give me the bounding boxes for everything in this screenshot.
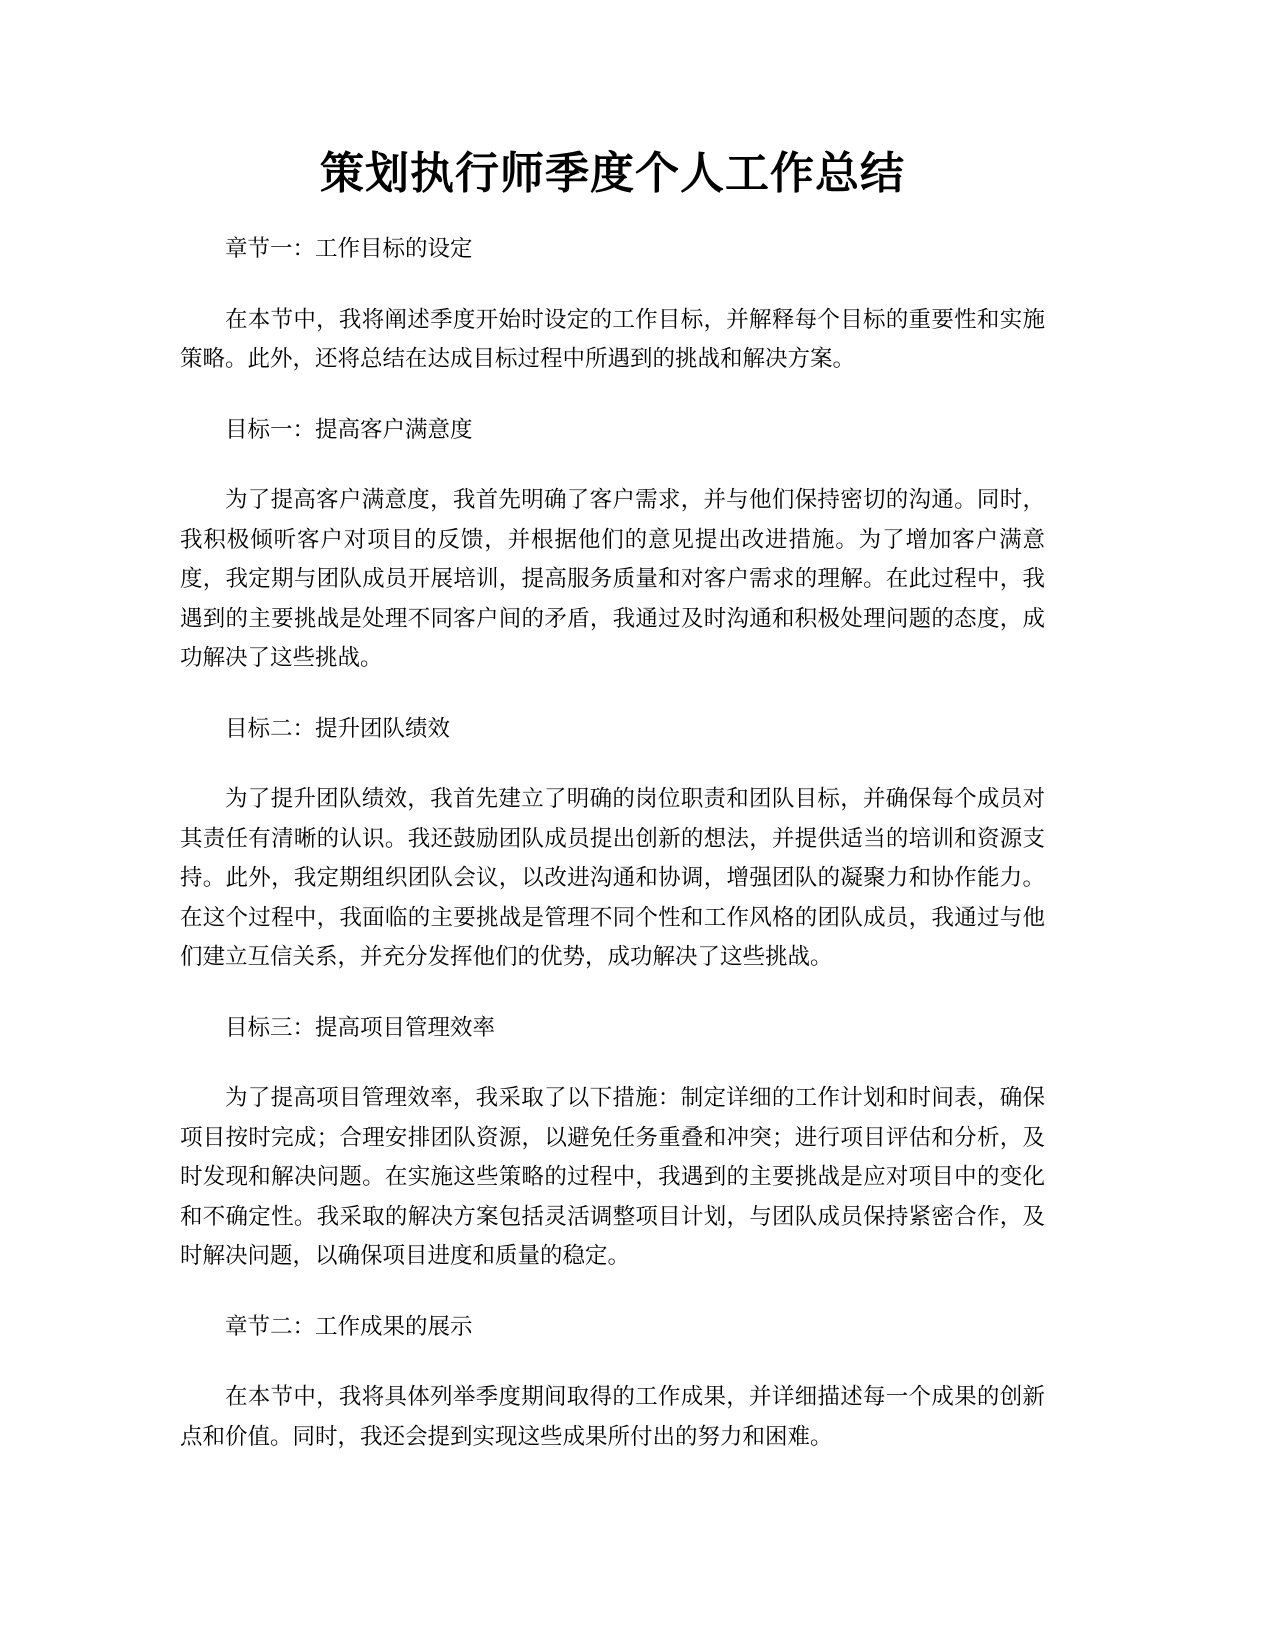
paragraph-goal-1: 为了提高客户满意度，我首先明确了客户需求，并与他们保持密切的沟通。同时，我积极倾听客户对项目的反馈，并根据他们的意见提出改进措施。为了增加客户满意度，我定期与团队成员开展培训，提高服务质量和对客户需求的理解。在此过程中，我遇到的主要挑战是处理不同客户间的矛盾，我通过及时沟通和积极处理问题的态度，成功解决了这些挑战。	[180, 487, 1045, 671]
paragraph-goal-2: 为了提升团队绩效，我首先建立了明确的岗位职责和团队目标，并确保每个成员对其责任有清晰的认识。我还鼓励团队成员提出创新的想法，并提供适当的培训和资源支持。此外，我定期组织团队会议，以改进沟通和协调，增强团队的凝聚力和协作能力。在这个过程中，我面临的主要挑战是管理不同个性和工作风格的团队成员，我通过与他们建立互信关系，并充分发挥他们的优势，成功解决了这些挑战。	[180, 786, 1045, 970]
paragraph-intro-section-2: 在本节中，我将具体列举季度期间取得的工作成果，并详细描述每一个成果的创新点和价值。同时，我还会提到实现这些成果所付出的努力和困难。	[180, 1384, 1045, 1450]
section-heading-2: 章节二：工作成果的展示	[225, 1313, 473, 1340]
goal-heading-3: 目标三：提高项目管理效率	[225, 1014, 496, 1041]
goal-heading-2: 目标二：提升团队绩效	[225, 715, 451, 742]
goal-heading-1: 目标一：提高客户满意度	[225, 416, 473, 443]
document-page	[180, 0, 1045, 1650]
document-title: 策划执行师季度个人工作总结	[320, 148, 905, 199]
section-heading-1: 章节一：工作目标的设定	[225, 236, 473, 262]
paragraph-goal-3: 为了提高项目管理效率，我采取了以下措施：制定详细的工作计划和时间表，确保项目按时完成；合理安排团队资源，以避免任务重叠和冲突；进行项目评估和分析，及时发现和解决问题。在实施这些策略的过程中，我遇到的主要挑战是应对项目中的变化和不确定性。我采取的解决方案包括灵活调整项目计划，与团队成员保持紧密合作，及时解决问题，以确保项目进度和质量的稳定。	[180, 1085, 1045, 1269]
paragraph-intro-section-1: 在本节中，我将阐述季度开始时设定的工作目标，并解释每个目标的重要性和实施策略。此外，还将总结在达成目标过程中所遇到的挑战和解决方案。	[180, 306, 1045, 372]
document-body	[180, 230, 1045, 1488]
